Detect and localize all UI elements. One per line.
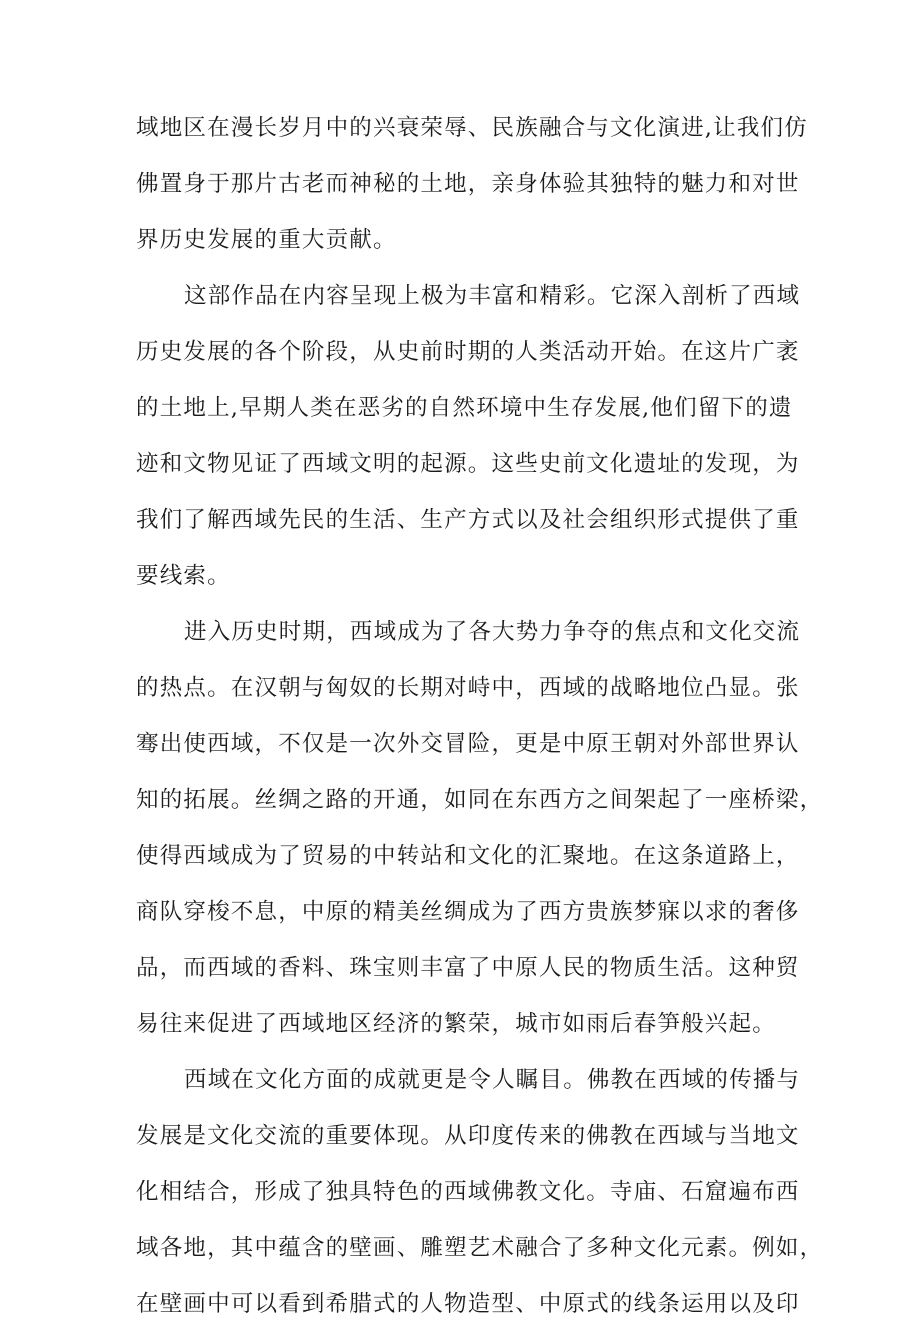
text-line: 在壁画中可以看到希腊式的人物造型、中原式的线条运用以及印 [136,1291,800,1317]
text-line: 迹和文物见证了西域文明的起源。这些史前文化遗址的发现，为 [136,451,800,477]
body-text [136,100,824,1332]
text-line: 知的拓展。丝绸之路的开通，如同在东西方之间架起了一座桥梁， [136,787,824,813]
text-line: 佛置身于那片古老而神秘的土地，亲身体验其独特的魅力和对世 [136,171,800,197]
paragraph [136,268,801,604]
paragraph [136,604,824,1052]
text-line: 域地区在漫长岁月中的兴衰荣辱、民族融合与文化演进,让我们仿 [136,115,808,141]
text-line: 使得西域成为了贸易的中转站和文化的汇聚地。在这条道路上， [136,843,800,869]
text-line: 易往来促进了西域地区经济的繁荣，城市如雨后春笋般兴起。 [136,1011,776,1037]
text-line: 品，而西域的香料、珠宝则丰富了中原人民的物质生活。这种贸 [136,955,800,981]
text-line: 进入历史时期，西域成为了各大势力争夺的焦点和文化交流 [184,619,801,645]
text-line: 界历史发展的重大贡献。 [136,227,397,253]
text-line: 的土地上,早期人类在恶劣的自然环境中生存发展,他们留下的遗 [136,395,793,421]
text-line: 域各地，其中蕴含的壁画、雕塑艺术融合了多种文化元素。例如， [136,1235,824,1261]
paragraph [136,1052,824,1332]
text-line: 历史发展的各个阶段，从史前时期的人类活动开始。在这片广袤 [136,339,800,365]
text-line: 西域在文化方面的成就更是令人瞩目。佛教在西域的传播与 [184,1067,801,1093]
text-line: 骞出使西域，不仅是一次外交冒险，更是中原王朝对外部世界认 [136,731,800,757]
text-line: 商队穿梭不息，中原的精美丝绸成为了西方贵族梦寐以求的奢侈 [136,899,800,925]
paragraph [136,100,808,268]
text-line: 的热点。在汉朝与匈奴的长期对峙中，西域的战略地位凸显。张 [136,675,800,701]
text-line: 要线索。 [136,563,231,589]
text-line: 我们了解西域先民的生活、生产方式以及社会组织形式提供了重 [136,507,800,533]
text-line: 这部作品在内容呈现上极为丰富和精彩。它深入剖析了西域 [184,283,801,309]
text-line: 发展是文化交流的重要体现。从印度传来的佛教在西域与当地文 [136,1123,800,1149]
text-line: 化相结合，形成了独具特色的西域佛教文化。寺庙、石窟遍布西 [136,1179,800,1205]
